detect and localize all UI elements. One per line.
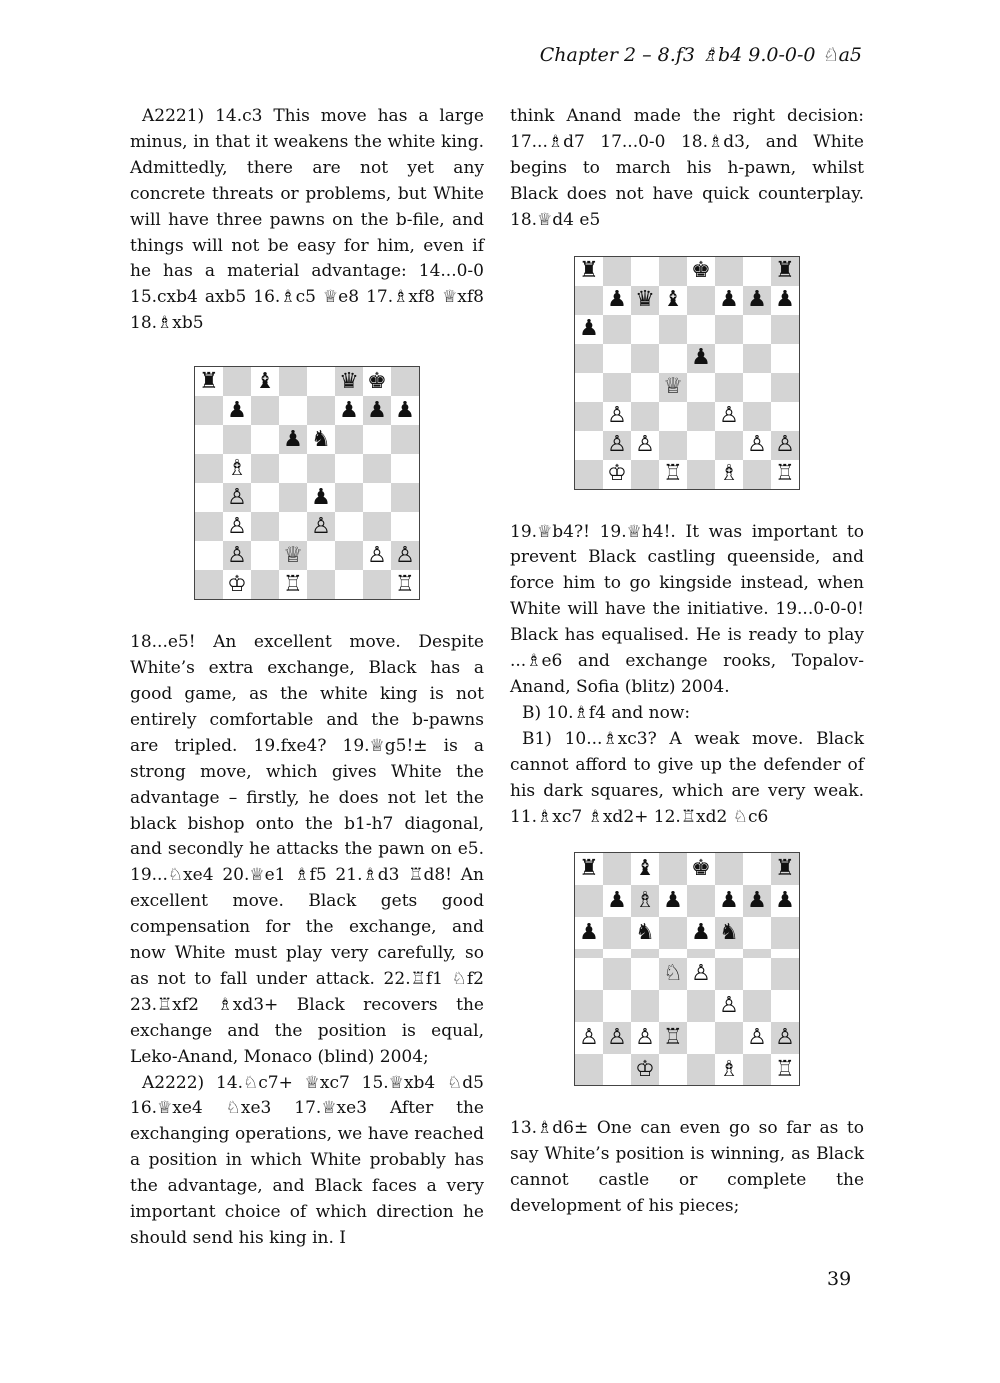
board-square: [687, 949, 715, 959]
board-square: [771, 315, 799, 344]
board-square: [687, 853, 715, 885]
board-square: [771, 286, 799, 315]
board-square: [659, 990, 687, 1022]
board-square: [743, 344, 771, 373]
board-square: [687, 315, 715, 344]
board-square: [363, 483, 391, 512]
board-square: [195, 367, 223, 396]
chess-piece: ♟: [339, 397, 359, 423]
board-square: [223, 541, 251, 570]
board-square: [335, 541, 363, 570]
board-square: [715, 1022, 743, 1054]
board-square: [631, 1022, 659, 1054]
board-square: [279, 425, 307, 454]
board-square: [195, 396, 223, 425]
chess-piece: ♖: [283, 571, 303, 597]
board-square: [659, 853, 687, 885]
board-square: [307, 367, 335, 396]
right-column: [510, 104, 864, 1220]
paragraph: A2221) 14.c3 This move has a large minus, in that it weakens the white king. Admittedly, there are not yet any concrete threats or problems, but White will have three pawns on the b-file, and things will not be easy for him, even if he has a material advantage: 14...0-0 15.cxb4 axb5 16.♗c5 ♕e8 17.♗xf8 ♕xf8 18.♗xb5: [130, 106, 484, 334]
board-square: [223, 512, 251, 541]
board-square: [575, 402, 603, 431]
board-square: [603, 917, 631, 949]
board-square: [715, 315, 743, 344]
board-square: [743, 990, 771, 1022]
board-square: [603, 1054, 631, 1086]
board-square: [743, 1054, 771, 1086]
board-square: [771, 344, 799, 373]
board-square: [279, 570, 307, 599]
board-square: [335, 367, 363, 396]
board-square: [659, 1022, 687, 1054]
chess-piece: ♖: [663, 461, 683, 487]
board-square: [251, 454, 279, 483]
board-square: [223, 570, 251, 599]
chess-piece: ♟: [395, 397, 415, 423]
board-square: [195, 483, 223, 512]
board-square: [687, 431, 715, 460]
running-header: Chapter 2 – 8.f3 ♗b4 9.0-0-0 ♘a5: [539, 44, 862, 66]
chess-piece: ♙: [747, 432, 767, 458]
board-square: [575, 1054, 603, 1086]
board-square: [743, 958, 771, 990]
chess-piece: ♟: [663, 888, 683, 914]
chess-piece: ♕: [663, 374, 683, 400]
chess-piece: ♛: [339, 368, 359, 394]
board-square: [631, 1054, 659, 1086]
board-square: [715, 853, 743, 885]
board-square: [603, 949, 631, 959]
board-square: [603, 1022, 631, 1054]
board-square: [279, 512, 307, 541]
board-square: [659, 1054, 687, 1086]
board-square: [687, 402, 715, 431]
board-square: [743, 460, 771, 489]
chess-piece: ♗: [635, 888, 655, 914]
chess-diagram: [194, 366, 484, 600]
chess-piece: ♜: [775, 258, 795, 284]
chess-piece: ♜: [579, 856, 599, 882]
chess-piece: ♙: [395, 542, 415, 568]
chess-piece: ♞: [635, 919, 655, 945]
chess-piece: ♜: [579, 258, 599, 284]
board-square: [391, 454, 419, 483]
board-square: [391, 512, 419, 541]
board-square: [771, 885, 799, 917]
board-square: [687, 1022, 715, 1054]
board-square: [223, 483, 251, 512]
board-square: [575, 286, 603, 315]
board-square: [687, 958, 715, 990]
board-square: [743, 1022, 771, 1054]
chessboard: [194, 366, 420, 600]
board-square: [659, 257, 687, 286]
board-square: [575, 917, 603, 949]
board-square: [603, 460, 631, 489]
board-square: [575, 257, 603, 286]
board-square: [391, 541, 419, 570]
paragraph: B) 10.♗f4 and now:: [522, 702, 691, 723]
chess-diagram: [574, 256, 864, 490]
board-square: [391, 483, 419, 512]
chess-piece: ♟: [579, 316, 599, 342]
board-square: [659, 344, 687, 373]
board-square: [743, 402, 771, 431]
board-square: [391, 570, 419, 599]
chess-piece: ♝: [635, 856, 655, 882]
board-square: [363, 512, 391, 541]
board-square: [195, 454, 223, 483]
board-square: [715, 885, 743, 917]
board-square: [715, 257, 743, 286]
board-square: [659, 402, 687, 431]
board-square: [631, 286, 659, 315]
chess-piece: ♜: [199, 368, 219, 394]
chess-piece: ♟: [607, 287, 627, 313]
board-square: [603, 257, 631, 286]
board-square: [223, 396, 251, 425]
board-square: [307, 425, 335, 454]
board-square: [659, 949, 687, 959]
board-square: [195, 570, 223, 599]
board-square: [195, 512, 223, 541]
chess-piece: ♕: [283, 542, 303, 568]
board-square: [279, 541, 307, 570]
paragraph: 19.♕b4?! 19.♕h4!. It was important to prevent Black castling queenside, and force him to go kingside instead, when White will have the initiative. 19...0-0-0! Black has equalised. He is ready to play ...♗e6 and exchange rooks, Topalov-Anand, Sofia (blitz) 2004.: [510, 521, 864, 697]
board-square: [631, 949, 659, 959]
board-square: [575, 949, 603, 959]
board-square: [715, 917, 743, 949]
board-square: [251, 367, 279, 396]
chess-piece: ♟: [775, 888, 795, 914]
chess-piece: ♜: [775, 856, 795, 882]
chess-piece: ♙: [719, 993, 739, 1019]
chessboard: [574, 852, 800, 1086]
board-square: [771, 431, 799, 460]
board-square: [575, 853, 603, 885]
chess-piece: ♖: [775, 461, 795, 487]
board-square: [363, 425, 391, 454]
chess-piece: ♗: [719, 1056, 739, 1082]
board-square: [659, 460, 687, 489]
board-square: [575, 460, 603, 489]
chess-piece: ♟: [227, 397, 247, 423]
board-square: [363, 570, 391, 599]
board-square: [195, 425, 223, 454]
paragraph: A2222) 14.♘c7+ ♕xc7 15.♕xb4 ♘d5 16.♕xe4 ♘xe3 17.♕xe3 After the exchanging operations, we have reached a position in which White probably has the advantage, and Black faces a very important choice of which direction he should send his king in. I: [130, 1072, 484, 1248]
board-square: [715, 344, 743, 373]
paragraph: think Anand made the right decision: 17...♗d7 17...0-0 18.♗d3, and White begins to march his h-pawn, whilst Black does not have quick counterplay. 18.♕d4 e5: [510, 106, 864, 230]
chess-piece: ♟: [747, 888, 767, 914]
board-square: [715, 373, 743, 402]
board-square: [631, 917, 659, 949]
board-square: [659, 286, 687, 315]
board-square: [603, 286, 631, 315]
board-square: [771, 990, 799, 1022]
chess-piece: ♟: [691, 919, 711, 945]
board-square: [363, 541, 391, 570]
board-square: [771, 1022, 799, 1054]
board-square: [715, 286, 743, 315]
chess-piece: ♙: [607, 1024, 627, 1050]
board-square: [687, 1054, 715, 1086]
board-square: [631, 402, 659, 431]
board-square: [335, 396, 363, 425]
chess-piece: ♙: [227, 484, 247, 510]
board-square: [335, 570, 363, 599]
paragraph: B1) 10...♗xc3? A weak move. Black cannot afford to give up the defender of his dark squares, which are very weak. 11.♗xc7 ♗xd2+ 12.♖xd2 ♘c6: [510, 728, 864, 827]
board-square: [603, 315, 631, 344]
chess-piece: ♟: [691, 345, 711, 371]
board-square: [743, 885, 771, 917]
board-square: [687, 286, 715, 315]
board-square: [279, 367, 307, 396]
board-square: [335, 512, 363, 541]
board-square: [659, 958, 687, 990]
board-square: [771, 257, 799, 286]
chess-piece: ♙: [775, 1024, 795, 1050]
board-square: [687, 344, 715, 373]
board-square: [223, 425, 251, 454]
board-square: [575, 373, 603, 402]
board-square: [659, 315, 687, 344]
chess-piece: ♙: [775, 432, 795, 458]
chess-piece: ♘: [663, 961, 683, 987]
board-square: [603, 431, 631, 460]
board-square: [659, 917, 687, 949]
chess-piece: ♟: [747, 287, 767, 313]
board-square: [335, 454, 363, 483]
board-square: [391, 425, 419, 454]
board-square: [603, 373, 631, 402]
paragraph: 18...e5! An excellent move. Despite White’s extra exchange, Black has a good game, as the white king is not entirely comfortable and the b-pawns are tripled. 19.fxe4? 19.♕g5!± is a strong move, which gives White the advantage – firstly, he does not let the black bishop onto the b1-h7 diagonal, and secondly he attacks the pawn on e5. 19...♘xe4 20.♕e1 ♗f5 21.♗d3 ♖d8! An excellent move. Black gets good compensation for the exchange, and now White must play very carefully, so as not to fall under attack. 22.♖f1 ♘f2 23.♖xf2 ♗xd3+ Black recovers the exchange and the position is equal, Leko-Anand, Monaco (blind) 2004;: [130, 632, 484, 1067]
chess-piece: ♔: [607, 461, 627, 487]
board-square: [687, 460, 715, 489]
board-square: [307, 570, 335, 599]
board-square: [363, 367, 391, 396]
board-square: [575, 885, 603, 917]
board-square: [631, 460, 659, 489]
board-square: [771, 373, 799, 402]
board-square: [223, 454, 251, 483]
page-number: 39: [827, 1268, 852, 1290]
chess-piece: ♙: [747, 1024, 767, 1050]
chess-piece: ♗: [227, 455, 247, 481]
board-square: [743, 949, 771, 959]
chess-piece: ♟: [719, 287, 739, 313]
board-square: [279, 396, 307, 425]
chess-piece: ♝: [255, 368, 275, 394]
board-square: [743, 431, 771, 460]
board-square: [391, 367, 419, 396]
board-square: [307, 512, 335, 541]
board-square: [335, 483, 363, 512]
chess-piece: ♖: [395, 571, 415, 597]
board-square: [279, 483, 307, 512]
chess-piece: ♙: [691, 961, 711, 987]
board-square: [363, 396, 391, 425]
board-square: [715, 958, 743, 990]
board-square: [631, 431, 659, 460]
chess-diagram: [574, 852, 864, 1086]
board-square: [575, 315, 603, 344]
paragraph: 13.♗d6± One can even go so far as to say White’s position is winning, as Black cannot castle or complete the development of his pieces;: [510, 1118, 864, 1217]
board-square: [603, 402, 631, 431]
board-square: [279, 454, 307, 483]
board-square: [363, 454, 391, 483]
board-square: [743, 917, 771, 949]
board-square: [575, 1022, 603, 1054]
board-square: [575, 431, 603, 460]
chess-piece: ♙: [635, 1024, 655, 1050]
board-square: [195, 541, 223, 570]
board-square: [251, 570, 279, 599]
board-square: [335, 425, 363, 454]
chess-piece: ♙: [635, 432, 655, 458]
board-square: [743, 315, 771, 344]
board-square: [771, 1054, 799, 1086]
chess-piece: ♞: [719, 919, 739, 945]
board-square: [659, 373, 687, 402]
board-square: [631, 344, 659, 373]
chess-piece: ♟: [367, 397, 387, 423]
chess-piece: ♟: [607, 888, 627, 914]
board-square: [771, 958, 799, 990]
chess-piece: ♟: [579, 919, 599, 945]
board-square: [603, 990, 631, 1022]
chess-piece: ♖: [775, 1056, 795, 1082]
chess-piece: ♙: [227, 513, 247, 539]
board-square: [771, 949, 799, 959]
board-square: [575, 344, 603, 373]
board-square: [631, 885, 659, 917]
board-square: [743, 286, 771, 315]
board-square: [251, 425, 279, 454]
chess-piece: ♙: [311, 513, 331, 539]
chess-piece: ♟: [775, 287, 795, 313]
chess-piece: ♞: [311, 426, 331, 452]
board-square: [575, 990, 603, 1022]
board-square: [771, 402, 799, 431]
board-square: [251, 512, 279, 541]
board-square: [687, 885, 715, 917]
chess-piece: ♟: [311, 484, 331, 510]
board-square: [603, 958, 631, 990]
chess-piece: ♙: [719, 403, 739, 429]
board-square: [743, 853, 771, 885]
board-square: [251, 483, 279, 512]
chess-piece: ♔: [635, 1056, 655, 1082]
board-square: [771, 460, 799, 489]
chess-piece: ♚: [691, 258, 711, 284]
board-square: [687, 917, 715, 949]
chess-piece: ♙: [227, 542, 247, 568]
chess-piece: ♚: [367, 368, 387, 394]
chess-piece: ♙: [607, 432, 627, 458]
chess-piece: ♔: [227, 571, 247, 597]
board-square: [307, 454, 335, 483]
board-square: [603, 344, 631, 373]
chess-piece: ♝: [663, 287, 683, 313]
chess-piece: ♖: [663, 1024, 683, 1050]
chess-piece: ♗: [719, 461, 739, 487]
board-square: [631, 853, 659, 885]
board-square: [715, 1054, 743, 1086]
board-square: [659, 431, 687, 460]
board-square: [631, 257, 659, 286]
board-square: [631, 958, 659, 990]
left-column: [130, 104, 484, 1252]
chess-piece: ♚: [691, 856, 711, 882]
board-square: [715, 949, 743, 959]
board-square: [743, 257, 771, 286]
board-square: [223, 367, 251, 396]
board-square: [715, 431, 743, 460]
board-square: [715, 460, 743, 489]
board-square: [391, 396, 419, 425]
board-square: [307, 396, 335, 425]
chess-piece: ♙: [367, 542, 387, 568]
board-square: [771, 917, 799, 949]
chess-piece: ♙: [607, 403, 627, 429]
board-square: [631, 315, 659, 344]
board-square: [715, 990, 743, 1022]
board-square: [687, 373, 715, 402]
board-square: [307, 541, 335, 570]
board-square: [575, 958, 603, 990]
chessboard: [574, 256, 800, 490]
board-square: [743, 373, 771, 402]
board-square: [603, 853, 631, 885]
chess-piece: ♙: [579, 1024, 599, 1050]
board-square: [307, 483, 335, 512]
board-square: [771, 853, 799, 885]
board-square: [687, 257, 715, 286]
board-square: [715, 402, 743, 431]
chess-piece: ♛: [635, 287, 655, 313]
board-square: [603, 885, 631, 917]
board-square: [631, 990, 659, 1022]
board-square: [251, 396, 279, 425]
board-square: [687, 990, 715, 1022]
chess-piece: ♟: [283, 426, 303, 452]
board-square: [251, 541, 279, 570]
board-square: [659, 885, 687, 917]
board-square: [631, 373, 659, 402]
chess-piece: ♟: [719, 888, 739, 914]
